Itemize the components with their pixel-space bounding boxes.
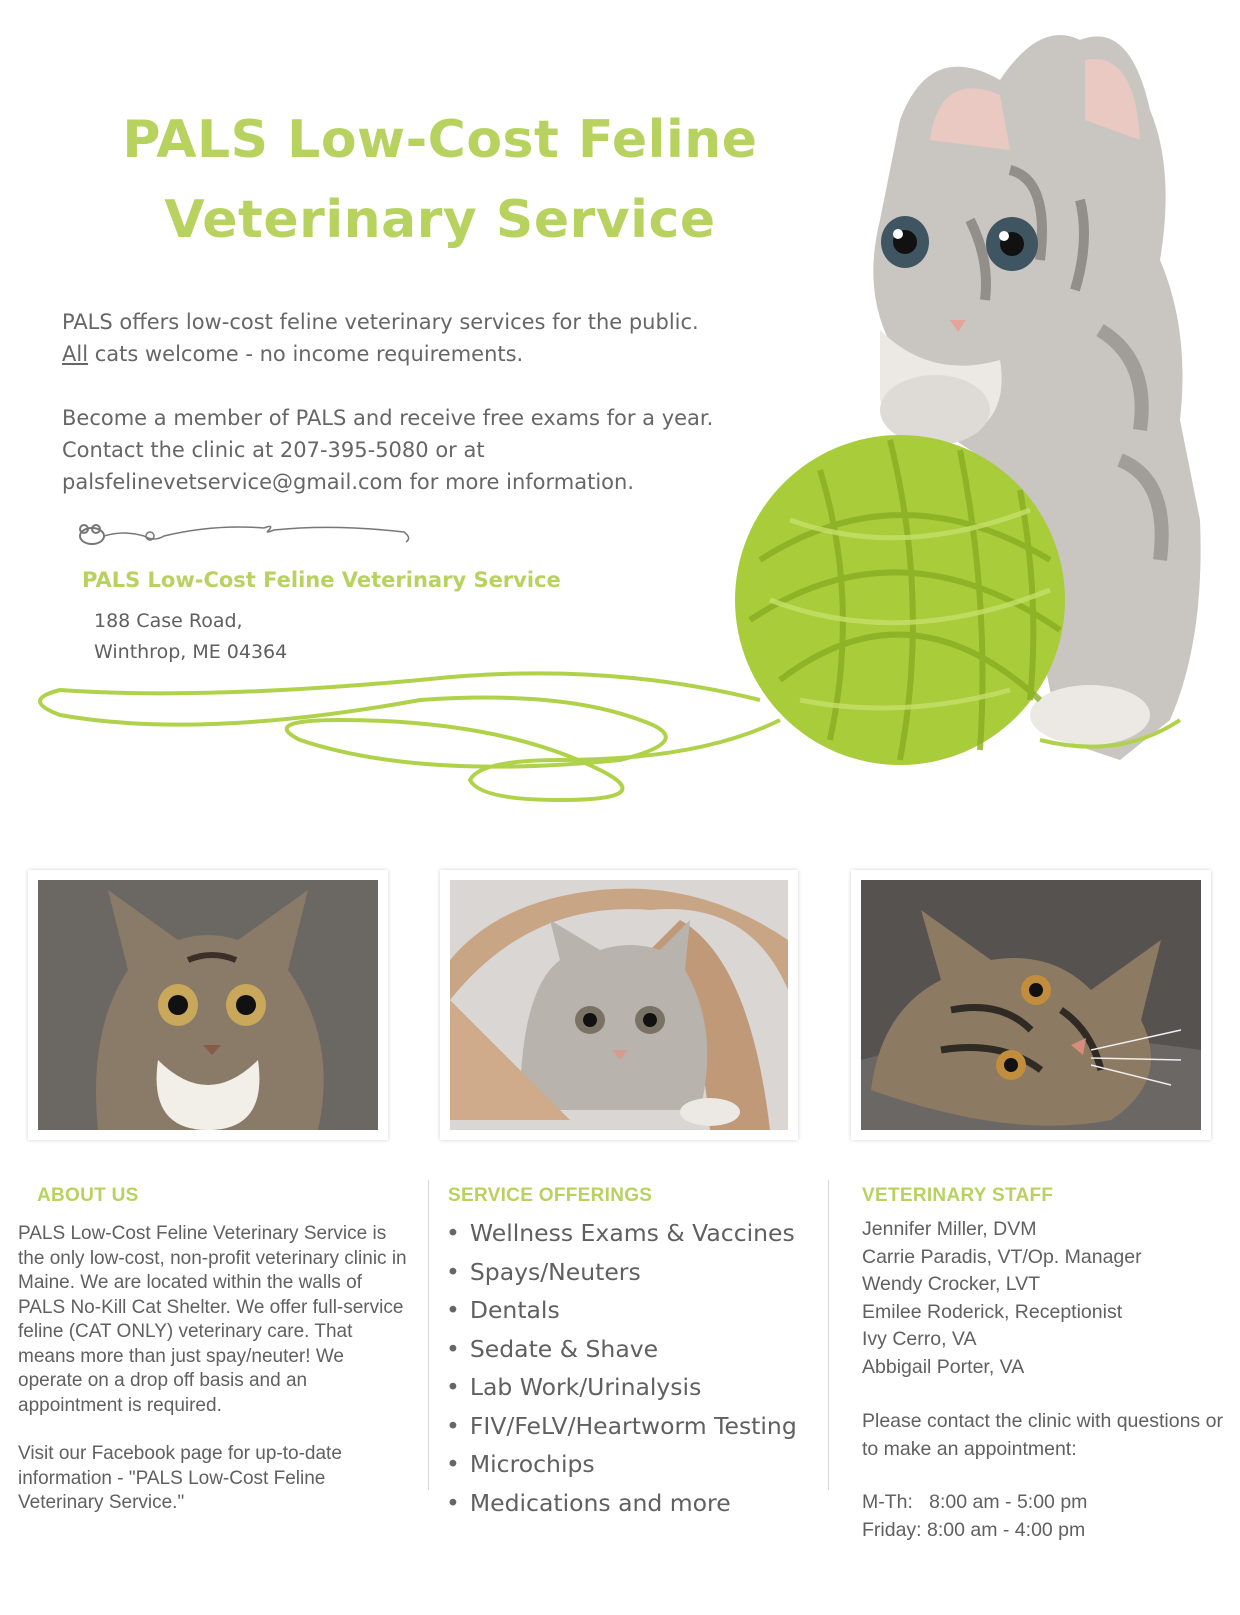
membership-line: Become a member of PALS and receive free exams for a year. xyxy=(62,406,714,430)
about-paragraph: PALS Low-Cost Feline Veterinary Service is the only low-cost, non-profit veterinary clinic in Maine. We are located within the walls of PALS No-Kill Cat Shelter. We offer full-service feline (CAT ONLY) veterinary care. That means more than just spay/neuter! We operate on a drop off basis and an appointment is required. xyxy=(18,1223,407,1416)
intro-paragraph xyxy=(62,306,782,370)
contact-phone-line: Contact the clinic at 207-395-5080 or at xyxy=(62,438,485,462)
yarn-ball xyxy=(735,435,1065,765)
address-street: 188 Case Road, xyxy=(94,610,243,632)
service-item: • Lab Work/Urinalysis xyxy=(446,1368,826,1407)
page-title xyxy=(60,100,820,260)
staff-member: Abbigail Porter, VA xyxy=(862,1355,1025,1378)
kitten-photo-blanket xyxy=(440,870,798,1140)
facebook-paragraph: Visit our Facebook page for up-to-date information - "PALS Low-Cost Feline Veterinary Service." xyxy=(18,1443,342,1513)
service-item: • FIV/FeLV/Heartworm Testing xyxy=(446,1407,826,1446)
service-item: • Spays/Neuters xyxy=(446,1253,826,1292)
service-item: • Sedate & Shave xyxy=(446,1330,826,1369)
clinic-name: PALS Low-Cost Feline Veterinary Service xyxy=(82,568,561,592)
address-city: Winthrop, ME 04364 xyxy=(94,641,288,663)
column-divider xyxy=(828,1180,829,1490)
staff-list xyxy=(862,1216,1232,1381)
service-item: • Medications and more xyxy=(446,1484,826,1523)
page-title-line: PALS Low-Cost Feline xyxy=(122,110,758,170)
clinic-hours-block xyxy=(862,1408,1232,1544)
contact-email-line: palsfelinevetservice@gmail.com for more information. xyxy=(62,470,635,494)
intro-line xyxy=(62,338,782,370)
intro-line: PALS offers low-cost feline veterinary services for the public. xyxy=(62,310,699,334)
column-divider xyxy=(428,1180,429,1490)
staff-member: Emilee Roderick, Receptionist xyxy=(862,1300,1123,1323)
page-title-line: Veterinary Service xyxy=(164,190,716,250)
kitten-photo-lying xyxy=(851,870,1211,1140)
about-us-heading: ABOUT US xyxy=(37,1185,139,1206)
contact-note: Please contact the clinic with questions or to make an appointment: xyxy=(862,1410,1223,1460)
service-item: • Wellness Exams & Vaccines xyxy=(446,1214,826,1253)
about-us-body xyxy=(18,1222,410,1540)
staff-member: Wendy Crocker, LVT xyxy=(862,1273,1041,1295)
service-item: • Microchips xyxy=(446,1445,826,1484)
mouse-yarn-divider-icon xyxy=(74,520,414,550)
veterinary-staff-heading: VETERINARY STAFF xyxy=(862,1185,1054,1206)
service-list xyxy=(446,1214,826,1522)
hours-mon-thu: M-Th: 8:00 am - 5:00 pm xyxy=(862,1491,1088,1513)
kitten-photo-fluffy xyxy=(28,870,388,1140)
staff-member: Jennifer Miller, DVM xyxy=(862,1218,1037,1240)
intro-line-rest: cats welcome - no income requirements. xyxy=(88,342,524,366)
staff-member: Carrie Paradis, VT/Op. Manager xyxy=(862,1245,1142,1268)
service-item: • Dentals xyxy=(446,1291,826,1330)
membership-paragraph xyxy=(62,402,782,498)
staff-member: Ivy Cerro, VA xyxy=(862,1328,977,1350)
emphasis-all: All xyxy=(62,342,89,366)
hours-friday: Friday: 8:00 am - 4:00 pm xyxy=(862,1518,1086,1541)
service-offerings-heading: SERVICE OFFERINGS xyxy=(448,1185,653,1206)
